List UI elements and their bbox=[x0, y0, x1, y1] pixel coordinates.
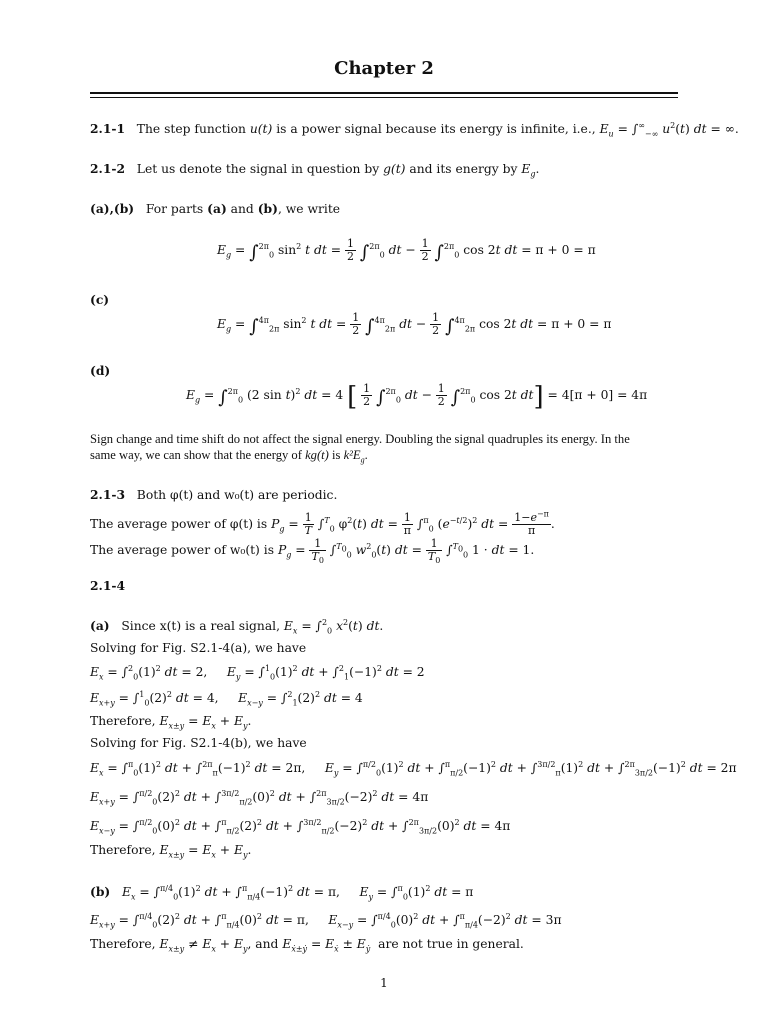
title-rule-thick bbox=[90, 92, 678, 94]
text: The step function bbox=[136, 122, 250, 136]
eq-line: $E_{x+y} = \int^{\pi/4}_0(2)^2$ dt + $\int^\pi_{\pi/4}(0)^2$ dt = π, $E_{x-y} = \int^{\pi/4}_0(0)^2$ dt + $\int^\pi_{\pi/4}(-2)^2$ dt = 3π bbox=[90, 911, 562, 930]
eq-line: $E_{x+y} = \int^{\pi/2}_0(2)^2$ dt + $\int^{3\pi/2}_{\pi/2}(0)^2$ dt + $\int^{2\pi}_{3\pi/2}(-2)^2$ dt = 4π bbox=[90, 788, 429, 807]
text: For parts bbox=[145, 202, 208, 216]
therefore-line: Therefore, $E_{x\pm y} = E_x + E_y$. bbox=[90, 714, 252, 731]
problem-label: 2.1-4 bbox=[90, 578, 126, 593]
problem-label: 2.1-3 bbox=[90, 487, 126, 502]
equation-d: $E_g = \int^{2\pi}_0$ (2 sin t)$^2$ dt = 4 [ $\frac{1}{2}$ ∫$^{2\pi}_0$ dt − $\frac{1}{2}$ ∫$^{2\pi}_0$ cos 2t dt] = 4[π + 0] = 4π bbox=[186, 382, 648, 412]
text: same way, we can show that the energy of bbox=[90, 448, 306, 462]
eq-line: $E_x = \int^\pi_0(1)^2$ dt + $\int^{2\pi}_\pi(-1)^2$ dt = 2π, $E_y = \int^{\pi/2}_0(1)^2$ dt + $\int^\pi_{\pi/2}(-1)^2$ dt + $\int^{3\pi/2}_\pi(1)^2$ dt + $\int^{2\pi}_{3\pi/2}(-1)^2$ dt = 2π bbox=[90, 759, 737, 778]
part-label: (a),(b) bbox=[90, 201, 135, 216]
math: g(t) bbox=[383, 162, 406, 176]
eq-line: $E_x = \int^2_0(1)^2$ dt = 2, $E_y = \int^1_0(1)^2$ dt + $\int^2_1(-1)^2$ dt = 2 bbox=[90, 663, 425, 682]
text: is bbox=[328, 448, 344, 462]
eq-line: $E_{x-y} = \int^{\pi/2}_0(0)^2$ dt + $\int^\pi_{\pi/2}(2)^2$ dt + $\int^{3\pi/2}_{\pi/2}(-2)^2$ dt + $\int^{2\pi}_{3\pi/2}(0)^2$ dt = 4π bbox=[90, 817, 511, 836]
paragraph-line: Sign change and time shift do not affect the signal energy. Doubling the signal quadruples its energy. In the bbox=[90, 432, 630, 446]
text: Therefore, bbox=[90, 937, 160, 951]
text: are not true in general. bbox=[374, 937, 524, 951]
text: The average power of w₀(t) is bbox=[90, 543, 275, 557]
part-c-label bbox=[90, 292, 690, 308]
text: Therefore, bbox=[90, 714, 160, 728]
chapter-title: Chapter 2 bbox=[334, 58, 434, 79]
final-conclusion: Therefore, $E_{x\pm y} \ne E_x + E_y$, and $E_{ẋ\pm ẏ} = E_ẋ \pm E_ẏ$ are not true in general. bbox=[90, 937, 524, 954]
paragraph-line: same way, we can show that the energy of kg(t) is $k^2E_g$. bbox=[90, 448, 368, 465]
sign-change-paragraph bbox=[90, 431, 690, 463]
text: The average power of φ(t) is bbox=[90, 517, 268, 531]
math: kg(t) bbox=[305, 448, 329, 462]
text: Let us denote the signal in question by bbox=[136, 162, 384, 176]
solve-b-line: Solving for Fig. S2.1-4(b), we have bbox=[90, 736, 307, 750]
part-label: (a) bbox=[90, 618, 110, 633]
solve-a-line: Solving for Fig. S2.1-4(a), we have bbox=[90, 641, 307, 655]
part-a4-intro: (a) Since x(t) is a real signal, $E_x = \int^2_0$ $x^2(t)$ dt. bbox=[90, 617, 384, 636]
therefore-line: Therefore, $E_{x\pm y} = E_x + E_y$. bbox=[90, 843, 252, 860]
power-phi-line: The average power of φ(t) is $P_g$ = $\frac{1}{T}$ ∫$^T_0$ $\varphi^2(t)$ dt = $\frac{1}{\pi}$ ∫$^\pi_0$ $(e^{-t/2})^2$ dt = $\frac{1-e^{-\pi}}{\pi}$ . bbox=[90, 509, 555, 537]
text: . bbox=[364, 448, 368, 462]
part-label: (b) bbox=[90, 884, 111, 899]
text: Therefore, bbox=[90, 843, 160, 857]
part-ref: (b) bbox=[257, 201, 278, 216]
text: , we write bbox=[277, 202, 341, 216]
text: Both φ(t) and w₀(t) are periodic. bbox=[136, 488, 338, 502]
problem-2-1-4 bbox=[90, 578, 690, 594]
title-rule-thin bbox=[90, 97, 678, 98]
part-ref: (a) bbox=[207, 201, 227, 216]
text: , and bbox=[247, 937, 283, 951]
math: u(t) bbox=[249, 122, 273, 136]
equation-ab: $E_g = \int^{2\pi}_0$ $\sin^2 t$ dt = $\frac{1}{2}$ ∫$^{2\pi}_0$ dt − $\frac{1}{2}$ ∫$^{2\pi}_0$ cos 2t dt = π + 0 = π bbox=[217, 237, 596, 263]
part-d-label bbox=[90, 363, 690, 379]
page-number: 1 bbox=[380, 976, 388, 990]
part-label: (d) bbox=[90, 363, 111, 378]
power-w0-line: The average power of w₀(t) is $P_g$ = $\frac{1}{T_0}$ ∫$^{T_0}_0$ $w^2_0(t)$ dt = $\frac{1}{T_0}$ ∫$^{T_0}_0$ 1 · dt = 1. bbox=[90, 537, 535, 566]
text: and bbox=[226, 202, 258, 216]
problem-label: 2.1-1 bbox=[90, 121, 126, 136]
problem-label: 2.1-2 bbox=[90, 161, 126, 176]
problem-2-1-3 bbox=[90, 487, 690, 503]
equation-c: $E_g = \int^{4\pi}_{2\pi}$ $\sin^2 t$ dt = $\frac{1}{2}$ ∫$^{4\pi}_{2\pi}$ dt − $\frac{1}{2}$ ∫$^{4\pi}_{2\pi}$ cos 2t dt = π + 0 = π bbox=[217, 311, 612, 337]
text: and its energy by bbox=[405, 162, 522, 176]
eq-line: $E_{x+y} = \int^1_0(2)^2$ dt = 4, $E_{x-y} = \int^2_1(2)^2$ dt = 4 bbox=[90, 689, 363, 708]
text: is a power signal because its energy is infinite, i.e., bbox=[272, 122, 600, 136]
problem-2-1-1: 2.1-1 The step function u(t) is a power signal because its energy is infinite, i.e., $E_u = \int^\infty_{-\infty}$ $u^2(t)$ dt = ∞. bbox=[90, 120, 739, 139]
parts-ab-intro bbox=[90, 201, 690, 217]
math: k²E bbox=[343, 448, 361, 462]
text: Since x(t) is a real signal, bbox=[121, 619, 284, 633]
part-b4-line: (b) $E_x = \int^{\pi/4}_0(1)^2$ dt + $\int^\pi_{\pi/4}(-1)^2$ dt = π, $E_y = \int^\pi_0(1)^2$ dt = π bbox=[90, 883, 474, 902]
part-label: (c) bbox=[90, 292, 110, 307]
problem-2-1-2: 2.1-2 Let us denote the signal in question by g(t) and its energy by $E_g$. bbox=[90, 161, 540, 179]
